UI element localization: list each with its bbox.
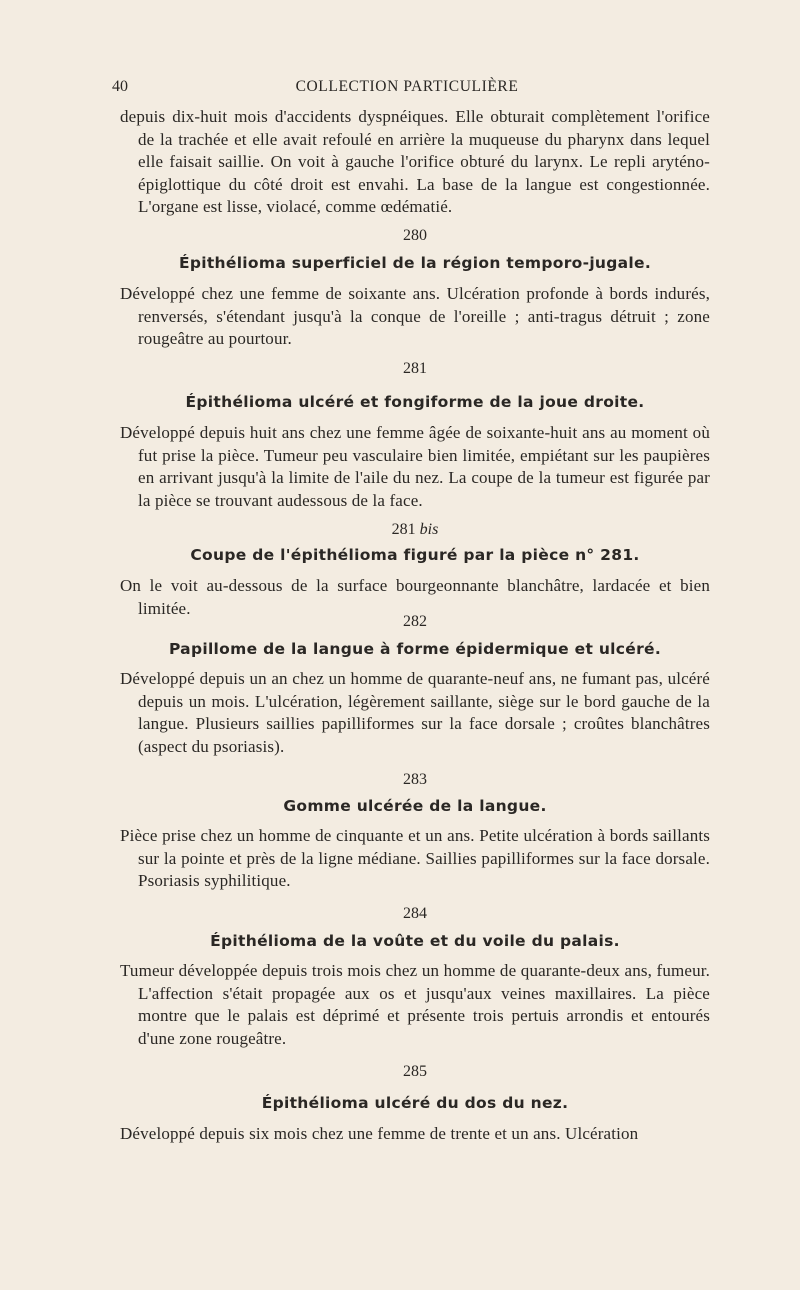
page-header bbox=[112, 78, 702, 100]
intro-paragraph: depuis dix-huit mois d'accidents dyspnéiques. Elle obturait complètement l'orifice de la trachée et elle avait refoulé en arrière la muqueuse du pharynx dans lequel elle faisait saillie. On voit à gauche l'orifice obturé du larynx. Le repli aryténo-épiglottique du côté droit est envahi. La base de la langue est congestionnée. L'organe est lisse, violacé, comme œdématié. bbox=[120, 107, 710, 217]
entry-number-281 bbox=[120, 360, 710, 378]
entry-text-285: Développé depuis six mois chez une femme de trente et un ans. Ulcération bbox=[120, 1124, 639, 1143]
entry-text-284: Tumeur développée depuis trois mois chez un homme de quarante-deux ans, fumeur. L'affection s'était propagée aux os et jusqu'aux veines maxillaires. La pièce montre que le palais est déprimé et présente trois pertuis arrondis et entourés d'une zone rougeâtre. bbox=[120, 961, 710, 1048]
entry-title-282: Papillome de la langue à forme épidermique et ulcéré. bbox=[168, 640, 662, 658]
running-title: COLLECTION PARTICULIÈRE bbox=[295, 78, 519, 95]
entry-number-value: 280 bbox=[403, 227, 427, 244]
entry-text-block-281 bbox=[120, 422, 710, 512]
entry-text-block-280 bbox=[120, 283, 710, 351]
entry-number-value: 283 bbox=[403, 771, 427, 788]
entry-text-281-bis: On le voit au-dessous de la surface bourgeonnante blanchâtre, lardacée et bien limitée. bbox=[120, 576, 710, 618]
page-number: 40 bbox=[112, 78, 128, 95]
entry-text-block-283 bbox=[120, 825, 710, 893]
entry-text-block-285 bbox=[120, 1123, 710, 1146]
entry-number-suffix: bis bbox=[419, 521, 439, 538]
entry-number-value: 281 bbox=[403, 360, 427, 377]
entry-number-281-bis bbox=[120, 521, 710, 539]
entry-number-284 bbox=[120, 905, 710, 923]
entry-title-283: Gomme ulcérée de la langue. bbox=[283, 797, 547, 815]
entry-number-value: 284 bbox=[403, 905, 427, 922]
entry-number-283 bbox=[120, 771, 710, 789]
entry-number-value: 281 bbox=[391, 521, 416, 538]
entry-text-280: Développé chez une femme de soixante ans. Ulcération profonde à bords indurés, renversés, s'étendant jusqu'à la conque de l'oreille ; anti-tragus détruit ; zone rougeâtre au pourtour. bbox=[120, 284, 710, 349]
entry-title-281-bis: Coupe de l'épithélioma figuré par la pièce n° 281. bbox=[190, 546, 640, 564]
entry-number-285 bbox=[120, 1063, 710, 1081]
entry-text-282: Développé depuis un an chez un homme de quarante-neuf ans, ne fumant pas, ulcéré depuis un mois. L'ulcération, légèrement saillante, siège sur le bord gauche de la langue. Plusieurs saillies papilliformes sur la face dorsale ; croûtes blanchâtres (aspect du psoriasis). bbox=[120, 669, 710, 756]
entry-text-block-284 bbox=[120, 960, 710, 1050]
entry-title-280: Épithélioma superficiel de la région temporo-jugale. bbox=[178, 254, 652, 272]
entry-text-281: Développé depuis huit ans chez une femme âgée de soixante-huit ans au moment où fut prise la pièce. Tumeur peu vasculaire bien limitée, empiétant sur les paupières en arrivant jusqu'à la limite de l'aile du nez. La coupe de la tumeur est figurée par la pièce se trouvant audessous de la face. bbox=[120, 423, 710, 510]
entry-number-280 bbox=[120, 227, 710, 245]
entry-number-value: 282 bbox=[403, 613, 427, 630]
entry-number-value: 285 bbox=[403, 1063, 427, 1080]
entry-title-284: Épithélioma de la voûte et du voile du palais. bbox=[210, 932, 620, 950]
entry-text-283: Pièce prise chez un homme de cinquante et un ans. Petite ulcération à bords saillants sur la pointe et près de la ligne médiane. Saillies papilliformes sur la face dorsale. Psoriasis syphilitique. bbox=[120, 826, 710, 891]
entry-text-block-282 bbox=[120, 668, 710, 758]
entry-title-281: Épithélioma ulcéré et fongiforme de la joue droite. bbox=[185, 393, 645, 411]
entry-number-282 bbox=[120, 613, 710, 631]
entry-title-285: Épithélioma ulcéré du dos du nez. bbox=[261, 1094, 569, 1112]
intro-paragraph-block bbox=[120, 106, 710, 219]
